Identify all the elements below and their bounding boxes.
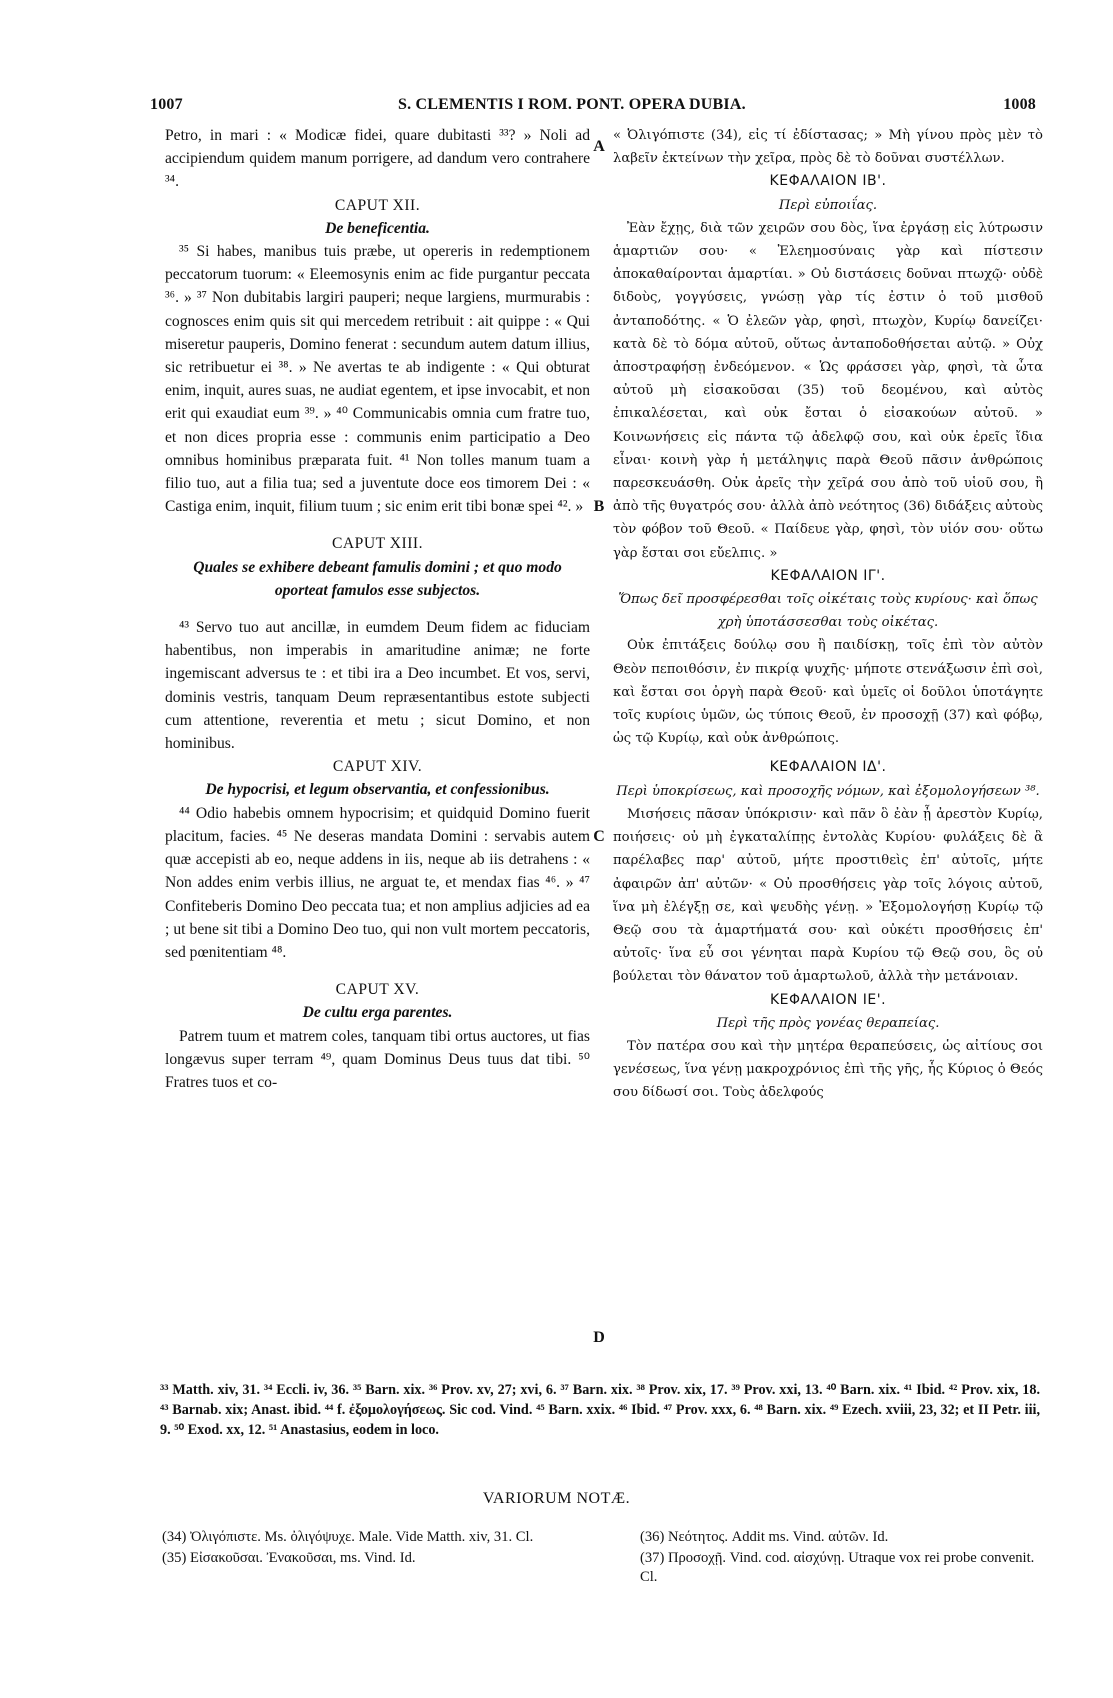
section-marker-d: D: [593, 1329, 605, 1346]
footnote-text: ³³ Matth. xiv, 31. ³⁴ Eccli. iv, 36. ³⁵ Barn. xix. ³⁶ Prov. xv, 27; xvi, 6. ³⁷ Barn. xix. ³⁸ Prov. xix, 17. ³⁹ Prov. xxi, 13. ⁴⁰ Barn. xix. ⁴¹ Ibid. ⁴² Prov. xix, 18. ⁴³ Barnab. xix; Anast. ibid. ⁴⁴ f. ἐξομολογήσεως. Sic cod. Vind. ⁴⁵ Barn. xxix. ⁴⁶ Ibid. ⁴⁷ Prov. xxx, 6. ⁴⁸ Barn. xix. ⁴⁹ Ezech. xviii, 23, 32; et II Petr. iii, 9. ⁵⁰ Exod. xx, 12. ⁵¹ Anastasius, eodem in loco.: [160, 1382, 1040, 1438]
chapter-heading: ΚΕΦΑΛΑΙΟΝ ΙΓ'.: [770, 567, 886, 584]
chapter-heading: CAPUT XIV.: [332, 758, 423, 776]
latin-paragraph: ⁴³ Servo tuo aut ancillæ, in eumdem Deum fidem ac fiduciam habentibus, non imperabis in amaritudine animæ; ne forte ingemiscant adversus te : et tibi ira a Deo incumbet. Et vos, servi, dominis vestris, tanquam Deum repræsentantibus estote subjecti cum attentione, reverentia et metu ; sicut Domino, et non hominibus.: [165, 619, 590, 753]
notes-right-column: [640, 1528, 1042, 1589]
greek-column: [613, 124, 1043, 1105]
chapter-subtitle: Περὶ εὐποιΐας.: [778, 197, 878, 213]
latin-paragraph: Petro, in mari : « Modicæ fidei, quare dubitasti ³³? » Noli ad accipiendum quidem manum porrigere, ad dandum vero contrahere ³⁴.: [165, 127, 590, 191]
chapter-subtitle: De hypocrisi, et legum observantia, et confessionibus.: [205, 781, 550, 799]
chapter-subtitle: De cultu erga parentes.: [302, 1004, 453, 1022]
notes-title: VARIORUM NOTÆ.: [482, 1490, 631, 1507]
chapter-heading: CAPUT XV.: [335, 981, 420, 999]
left-page-number: 1007: [150, 96, 183, 113]
variorum-note: (35) Εἰσακοῦσαι. Ἐνακοῦσαι, ms. Vind. Id.: [162, 1550, 416, 1566]
page-header: [150, 96, 1036, 122]
latin-paragraph: Patrem tuum et matrem coles, tanquam tibi ortus auctores, ut fias longævus super terram ⁴⁹, quam Dominus Deus tuus dat tibi. ⁵⁰ Fratres tuos et co-: [165, 1027, 590, 1091]
section-marker-b: B: [593, 498, 605, 515]
chapter-subtitle: De beneficentia.: [325, 219, 430, 237]
chapter-subtitle: Quales se exhibere debeant famulis domini ; et quo modo oporteat famulos esse subjectos.: [193, 558, 562, 599]
chapter-heading: ΚΕΦΑΛΑΙΟΝ ΙΔ'.: [769, 759, 887, 776]
running-title: S. CLEMENTIS I ROM. PONT. OPERA DUBIA.: [398, 96, 746, 113]
chapter-subtitle: Ὅπως δεῖ προσφέρεσθαι τοῖς οἰκέταις τοὺς κυρίους· καὶ ὅπως χρὴ ὑποτάσσεσθαι τοὺς οἰκέτας.: [618, 592, 1038, 631]
greek-paragraph: Ἐὰν ἔχῃς, διὰ τῶν χειρῶν σου δὸς, ἵνα ἐργάσῃ εἰς λύτρωσιν ἁμαρτιῶν σου· « Ἐλεημοσύναις γὰρ καὶ πίστεσιν ἀποκαθαίρονται ἁμαρτίαι. » Οὐ διστάσεις δοῦναι πτωχῷ· οὐδὲ διδοὺς, γογγύσεις, γνώσῃ γὰρ τίς ἐστιν ὁ τοῦ μισθοῦ ἀνταποδότης. « Ὁ ἐλεῶν γὰρ, φησὶ, πτωχὸν, Κυρίῳ δανείζει· κατὰ δὲ τὸ δόμα αὐτοῦ, οὕτως ἀνταποδοθήσεται αὐτῷ. » Οὐχ ἀποστραφήσῃ ἐνδεόμενον. « Ὡς φράσσει γὰρ, φησὶ, τὰ ὦτα αὐτοῦ μὴ εἰσακοῦσαι (35) τοῦ δεομένου, καὶ αὐτὸς ἐπικαλέσεται, καὶ οὐκ ἔσται ὁ εἰσακούων αὐτοῦ. » Κοινωνήσεις εἰς πάντα τῷ ἀδελφῷ σου, καὶ οὐκ ἐρεῖς ἴδια εἶναι· κοινὴ γὰρ ἡ μετάληψις παρὰ Θεοῦ πᾶσιν ἀνθρώποις παρεσκευάσθη. Οὐκ ἀρεῖς τὴν χεῖρά σου ἀπὸ τοῦ υἱοῦ σου, ἢ ἀπὸ τῆς θυγατρός σου· ἀλλὰ ἀπὸ νεότητος (36) διδάξεις αὐτοὺς τὸν φόβον τοῦ Θεοῦ. « Παίδευε γὰρ, φησὶ, τὸν υἱόν σου· οὕτω γὰρ ἔσται σοι εὔελπις. »: [613, 220, 1043, 561]
latin-column: [165, 124, 590, 1094]
greek-paragraph: Μισήσεις πᾶσαν ὑπόκρισιν· καὶ πᾶν ὃ ἐὰν ᾖ ἀρεστὸν Κυρίῳ, ποιήσεις· οὐ μὴ ἐγκαταλίπῃς ἐντολὰς Κυρίου· φυλάξεις δὲ ἃ παρέλαβες παρ' αὐτοῦ, μήτε προστιθεὶς ἐπ' αὐτοῖς, μήτε ἀφαιρῶν ἀπ' αὐτῶν· « Οὐ προσθήσεις γὰρ τοῖς λόγοις αὐτοῦ, ἵνα μὴ ἐλέγξῃ σε, καὶ ψευδὴς γένῃ. » Ἐξομολογήσῃ Κυρίῳ τῷ Θεῷ σου τὰ ἁμαρτήματά σου· καὶ οὐκέτι προσθήσεις ἐπ' αὐτοῖς· ἵνα εὖ σοι γένηται παρὰ Κυρίου τῷ Θεῷ σου, ὃς οὐ βούλεται τὸν θάνατον τοῦ ἁμαρτωλοῦ, ἀλλὰ τὴν μετάνοιαν.: [613, 806, 1043, 985]
latin-paragraph: ³⁵ Si habes, manibus tuis præbe, ut opereris in redemptionem peccatorum tuorum: « Eleemosynis enim ac fide purgantur peccata ³⁶. » ³⁷ Non dubitabis largiri pauperi; neque largiens, murmurabis : cognosces enim quis sit qui mercedem retribuit : ait quippe : « Qui miseretur pauperis, Domino fenerat : secundum autem datum illius, sic retribuetur ei ³⁸. » Ne avertas te ab indigente : « Qui obturat enim, inquit, aures suas, ne audiat egentem, et ipse invocabit, et non erit qui exaudiat eum ³⁹. » ⁴⁰ Communicabis omnia cum fratre tuo, et non dices propria esse : communis enim participatio a Deo omnibus hominibus præparata fuit. ⁴¹ Non tolles manum tuam a filio tuo, aut a filia tua; sed a juventute doce eos timorem Dei : « Castiga enim, inquit, filium tuum ; sic enim erit tibi bonæ spei ⁴². »: [165, 243, 590, 516]
greek-paragraph: Οὐκ ἐπιτάξεις δούλῳ σου ἢ παιδίσκῃ, τοῖς ἐπὶ τὸν αὐτὸν Θεὸν πεποιθόσιν, ἐν πικρίᾳ ψυχῆς· μήποτε στενάξωσιν ἐπὶ σοὶ, καὶ ἔσται σοι ὀργὴ παρὰ Θεοῦ· καὶ ὑμεῖς οἱ δοῦλοι ὑποτάγητε τοῖς κυρίοις ὑμῶν, ὡς τύποις Θεοῦ, ἐν προσοχῇ (37) καὶ φόβῳ, ὡς τῷ Κυρίῳ, καὶ οὐκ ἀνθρώποις.: [613, 638, 1043, 747]
greek-paragraph: Τὸν πατέρα σου καὶ τὴν μητέρα θεραπεύσεις, ὡς αἰτίους σοι γενέσεως, ἵνα γένῃ μακροχρόνιος ἐπὶ τῆς γῆς, ἧς Κύριος ὁ Θεός σου δίδωσί σοι. Τοὺς ἀδελφούς: [613, 1038, 1043, 1101]
chapter-heading: CAPUT XIII.: [332, 535, 423, 553]
chapter-heading: ΚΕΦΑΛΑΙΟΝ ΙΕ'.: [769, 991, 887, 1008]
chapter-heading: CAPUT XII.: [334, 196, 421, 214]
chapter-heading: ΚΕΦΑΛΑΙΟΝ ΙΒ'.: [769, 173, 887, 190]
variorum-note: (37) Προσοχῇ. Vind. cod. αἰσχύνῃ. Utraque vox rei probe convenit. Cl.: [640, 1550, 1035, 1585]
notes-left-column: [162, 1528, 594, 1570]
section-marker-c: C: [593, 828, 605, 845]
greek-paragraph: « Ὀλιγόπιστε (34), εἰς τί ἐδίστασας; » Μὴ γίνου πρὸς μὲν τὸ λαβεῖν ἐκτείνων τὴν χεῖρα, πρὸς δὲ τὸ δοῦναι συστέλλων.: [613, 128, 1043, 167]
chapter-subtitle: Περὶ ὑποκρίσεως, καὶ προσοχῆς νόμων, καὶ ἐξομολογήσεων ³⁸.: [616, 783, 1040, 799]
section-marker-a: A: [593, 138, 605, 155]
variorum-note: (34) Ὀλιγόπιστε. Ms. ὀλιγόψυχε. Male. Vide Matth. xiv, 31. Cl.: [162, 1529, 534, 1545]
scripture-footnotes: [160, 1380, 1040, 1440]
variorum-note: (36) Νεότητος. Addit ms. Vind. αὐτῶν. Id.: [640, 1529, 889, 1545]
right-page-number: 1008: [1003, 96, 1036, 113]
latin-paragraph: ⁴⁴ Odio habebis omnem hypocrisim; et quidquid Domino fuerit placitum, facies. ⁴⁵ Ne deseras mandata Domini : servabis autem quæ accepisti ab eo, neque addens in iis, neque ab iis detrahens : « Non addes enim verbis illius, ne arguat te, et mendax fias ⁴⁶. » ⁴⁷ Confiteberis Domino Deo peccata tua; et non amplius adjicies ad ea ; ut bene sit tibi a Domino Deo tuo, qui non vult mortem peccatoris, sed pœnitentiam ⁴⁸.: [165, 804, 590, 961]
chapter-subtitle: Περὶ τῆς πρὸς γονέας θεραπείας.: [716, 1015, 940, 1031]
